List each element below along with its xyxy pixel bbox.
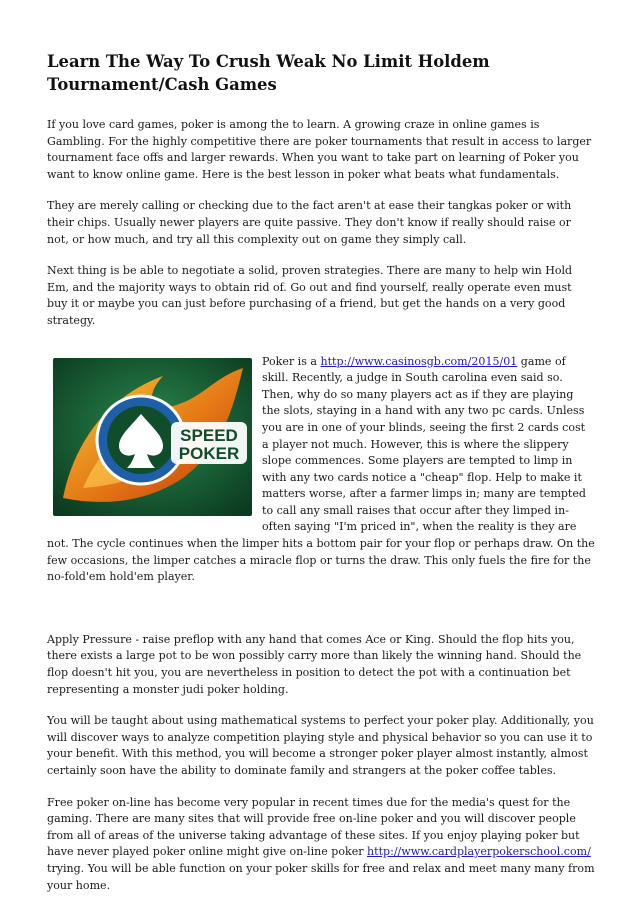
document-page [47,50,595,909]
paragraph-6: You will be taught about using mathematical systems to perfect your poker play. Additionally, you will discover ways to analyze competition playing style and physical behavior so you can use it to your benefit. With this method, you will become a stronger poker player almost instantly, almost certainly soon have the ability to dominate family and strangers at the poker coffee tables. [47,714,594,777]
paragraph-3: Next thing is be able to negotiate a solid, proven strategies. There are many to help win Hold Em, and the majority ways to obtain rid of. Go out and find yourself, really operate even must buy it or maybe you can just before purchasing of a friend, but get the hands on a very good strategy. [47,264,573,327]
paragraph-5: Apply Pressure - raise preflop with any hand that comes Ace or King. Should the flop hits you, there exists a large pot to be won possibly carry more than likely the winning hand. Should the flop doesn't hit you, you are nevertheless in position to detect the pot with a continuation bet representing a monster judi poker holding. [47,632,582,696]
casinosgb-link[interactable]: http://www.casinosgb.com/2015/01 [320,354,518,368]
speed-poker-image [53,358,252,516]
paragraph-2: They are merely calling or checking due to the fact aren't at ease their tangkas poker or with their chips. Usually newer players are quite passive. They don't know if really should raise or not, or how much, and try all this complexity out on game they simply call. [47,199,572,246]
paragraph-1: If you love card games, poker is among the to learn. A growing craze in online games is Gambling. For the highly competitive there are poker tournaments that result in access to larger tournament face offs and larger rewards. When you want to take part on learning of Poker you want to know online game. Here is the best lesson in poker what beats what fundamentals. [47,118,592,181]
logo-text-line2: POKER [178,443,240,463]
paragraph-4-rest: game of skill. Recently, a judge in South carolina even said so. Then, why do so many players act as if they are playing the slots, staying in a hand with any two pc cards. Unless you are in one of your blinds, seeing the first 2 cards cost a player not much. However, this is where the slippery slope commences. Some players are tempted to limp in with any two cards notice a "cheap" flop. Help to make it matters worse, after a farmer limps in; many are tempted to call any small raises that occur after they limped in-often saying "I'm priced in", when the reality is they are not. The cycle continues when the limper hits a bottom pair for your flop or perhaps draw. On the few occasions, the limper catches a miracle flop or turns the draw. This only fuels the fire for the no-fold'em hold'em player. [47,354,595,584]
paragraph-4-lead: Poker is a [262,354,321,368]
speed-poker-logo-icon [53,358,252,516]
cardplayer-link[interactable]: http://www.cardplayerpokerschool.com/ [367,845,591,859]
paragraph-7 [47,795,595,895]
image-text-block [47,354,595,586]
page-title: Learn The Way To Crush Weak No Limit Holdem Tournament/Cash Games [47,52,490,94]
paragraph-7-rest: trying. You will be able function on your poker skills for free and relax and meet many many from your home. [47,861,595,892]
paragraph-7-lead: Free poker on-line has become very popular in recent times due for the media's quest for the gaming. There are many sites that will provide free on-line poker and you will discover people from all of areas of the universe taking advantage of these sites. If you enjoy playing poker but have never played poker online might give on-line poker [47,795,580,859]
logo-text-line1: SPEED [180,425,238,445]
section-spacer [47,601,595,632]
